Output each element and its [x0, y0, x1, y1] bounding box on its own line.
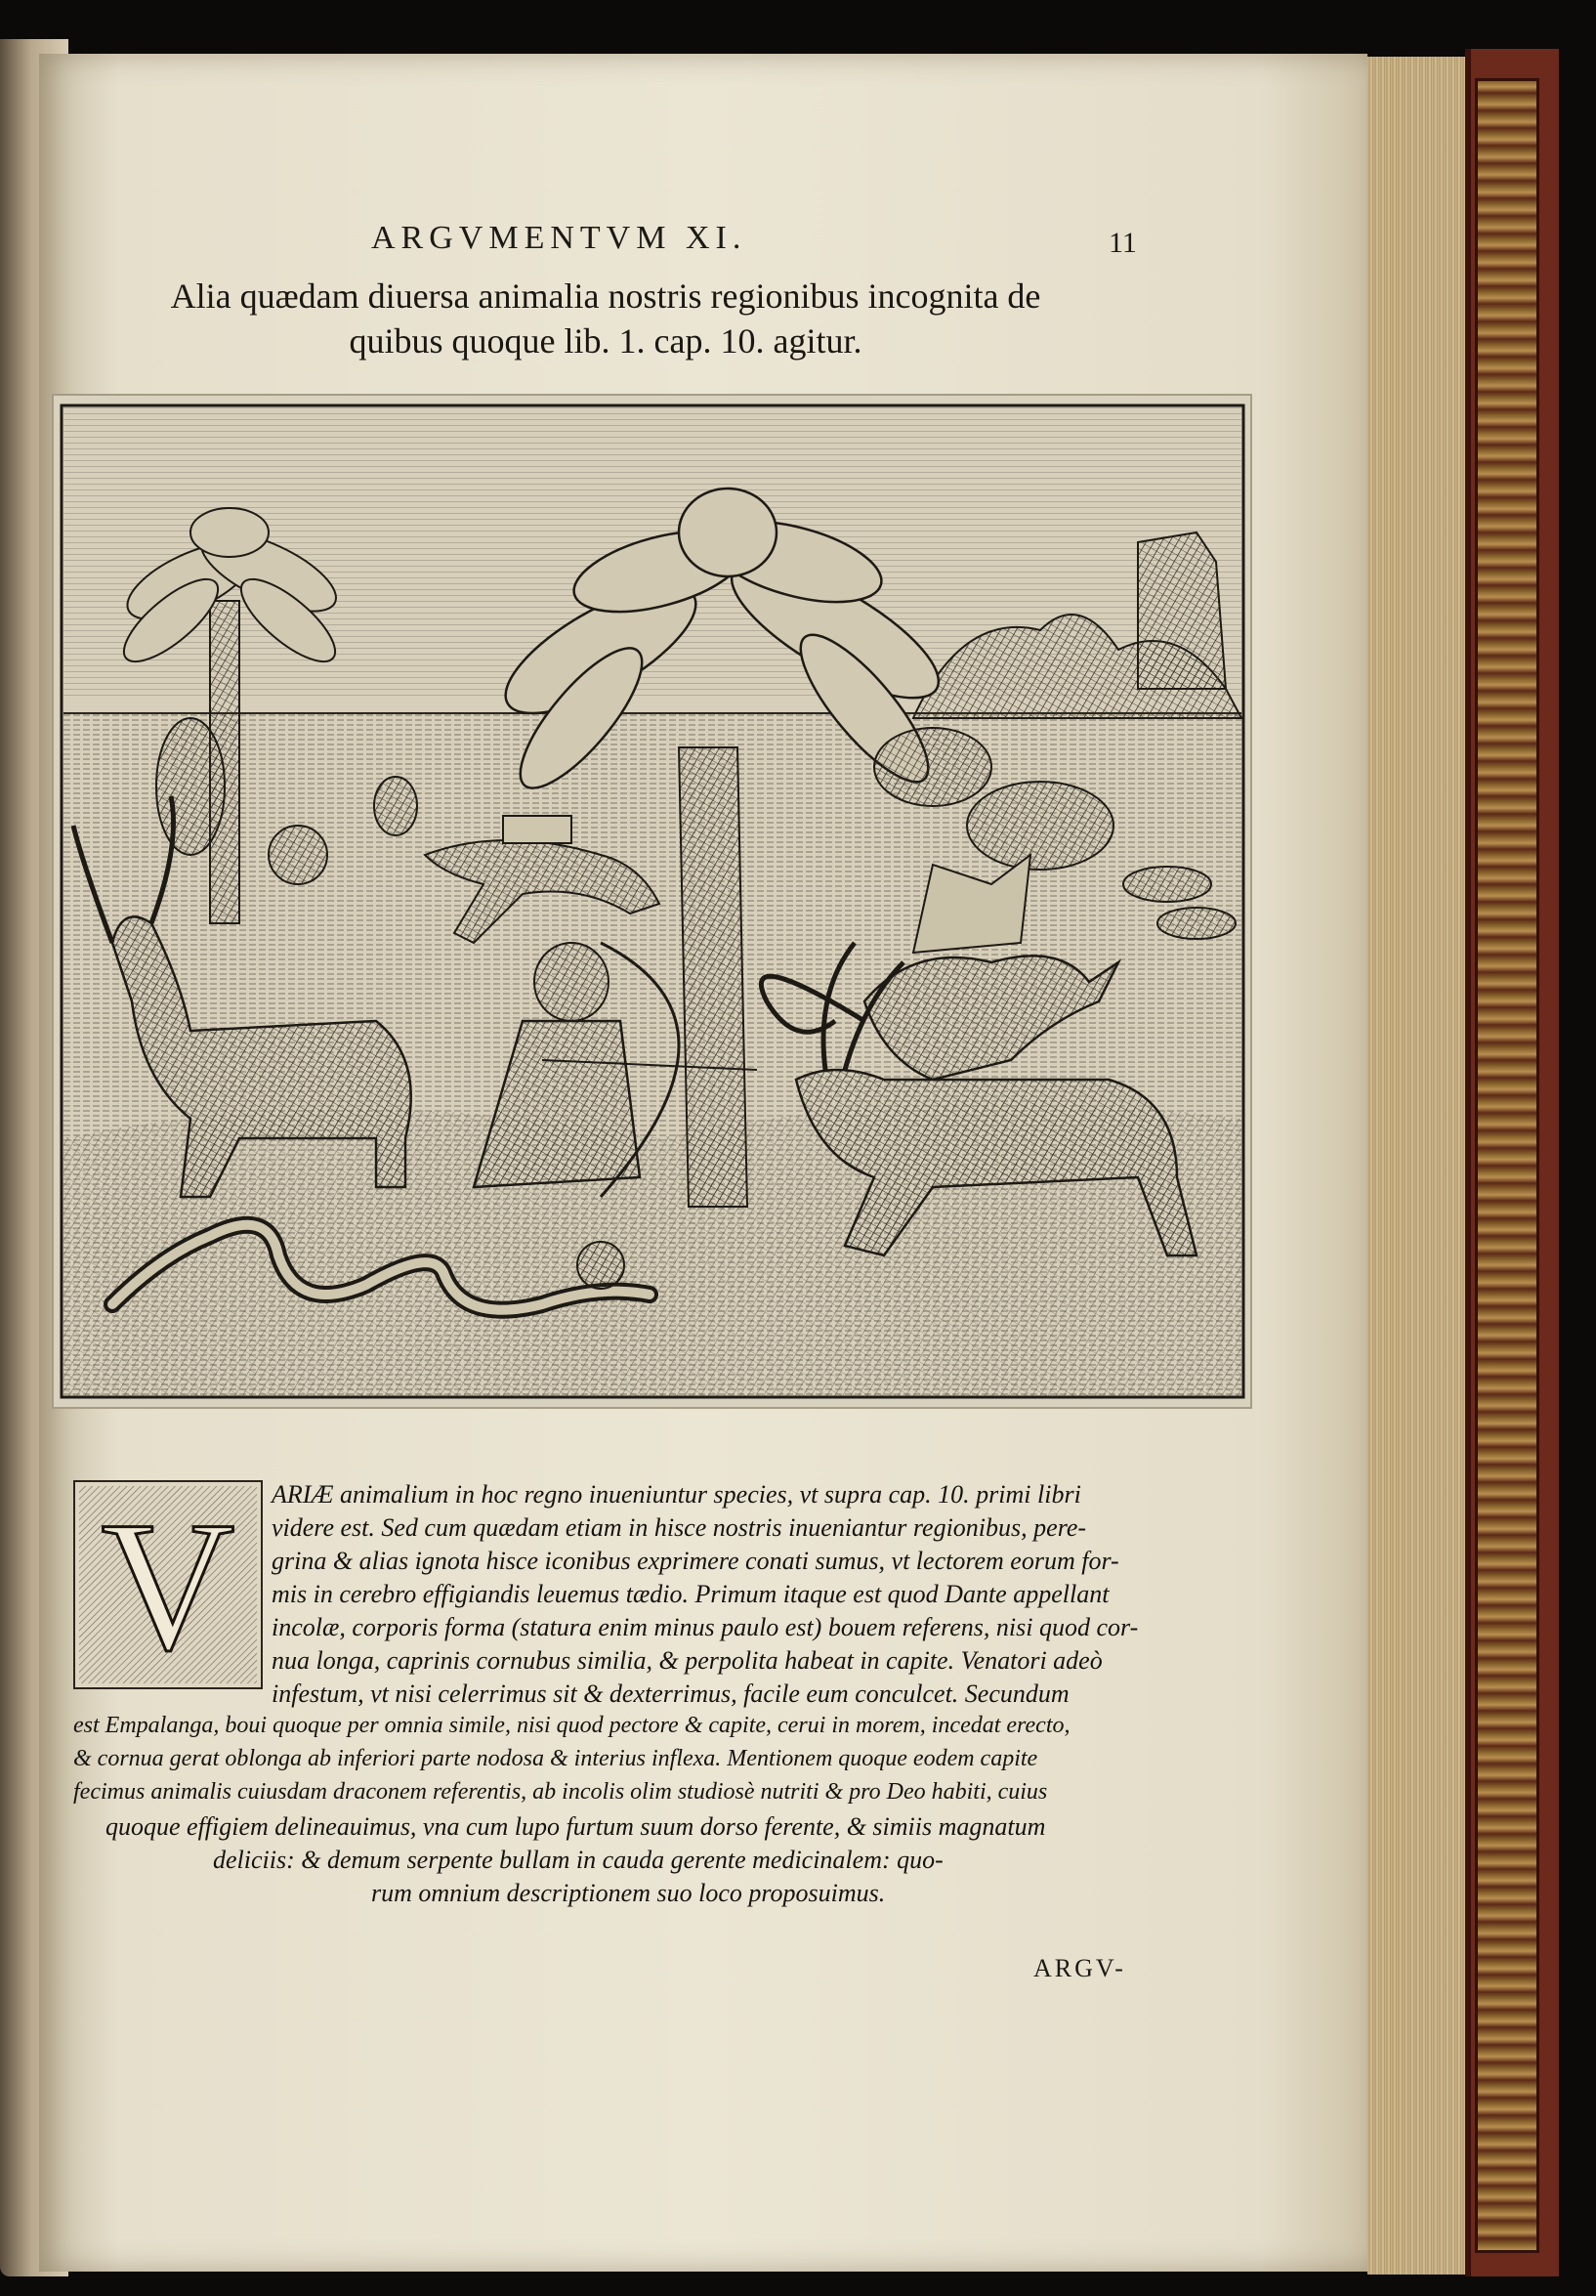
running-head: ARGVMENTVM XI.: [371, 220, 747, 256]
title-line-1: Alia quædam diuersa animalia nostris regionibus incognita de: [170, 276, 1041, 316]
title-line-2: quibus quoque lib. 1. cap. 10. agitur.: [349, 321, 862, 361]
body-line: grina & alias ignota hisce iconibus exprimere conati sumus, vt lectorem eorum for-: [272, 1547, 1119, 1575]
cover-gilt-border: [1475, 78, 1539, 2253]
body-line: rum omnium descriptionem suo loco proposuimus.: [371, 1879, 886, 1907]
body-line: deliciis: & demum serpente bullam in cauda gerente medicinalem: quo-: [213, 1846, 944, 1874]
body-line: ARIÆ animalium in hoc regno inueniuntur species, vt supra cap. 10. primi libri: [272, 1480, 1081, 1509]
chapter-title: [117, 274, 1094, 363]
page-number: 11: [1109, 227, 1137, 259]
dropcap-letter: V: [101, 1484, 235, 1687]
body-line: nua longa, caprinis cornubus similia, & perpolita habeat in capite. Venatori adeò: [272, 1646, 1103, 1675]
body-line: est Empalanga, boui quoque per omnia simile, nisi quod pectore & capite, cerui in morem, incedat erecto,: [73, 1713, 1071, 1738]
page-fore-edge: [1367, 57, 1465, 2275]
body-line: infestum, vt nisi celerrimus sit & dexterrimus, facile eum conculcet. Secundum: [272, 1679, 1070, 1708]
initial-letter-graphic: [75, 1482, 261, 1687]
catchword: ARGV-: [1033, 1954, 1126, 1982]
body-line: mis in cerebro effigiandis leuemus tædio. Primum itaque est quod Dante appellant: [272, 1580, 1110, 1608]
decorative-initial: [73, 1480, 263, 1689]
engraving-illustration: [54, 396, 1250, 1407]
body-line: & cornua gerat oblonga ab inferiori parte nodosa & interius inflexa. Mentionem quoque eodem capite: [73, 1746, 1038, 1771]
body-line: fecimus animalis cuiusdam draconem referentis, ab incolis olim studiosè nutriti & pro Deo habiti, cuius: [73, 1779, 1048, 1805]
body-line: videre est. Sed cum quædam etiam in hisce nostris inueniantur regionibus, pere-: [272, 1513, 1087, 1542]
body-line: quoque effigiem delineauimus, vna cum lupo furtum suum dorso ferente, & simiis magnatum: [105, 1812, 1046, 1841]
engraving-plate: [54, 396, 1250, 1407]
body-line: incolæ, corporis forma (statura enim minus paulo est) bouem referens, nisi quod cor-: [272, 1613, 1139, 1641]
